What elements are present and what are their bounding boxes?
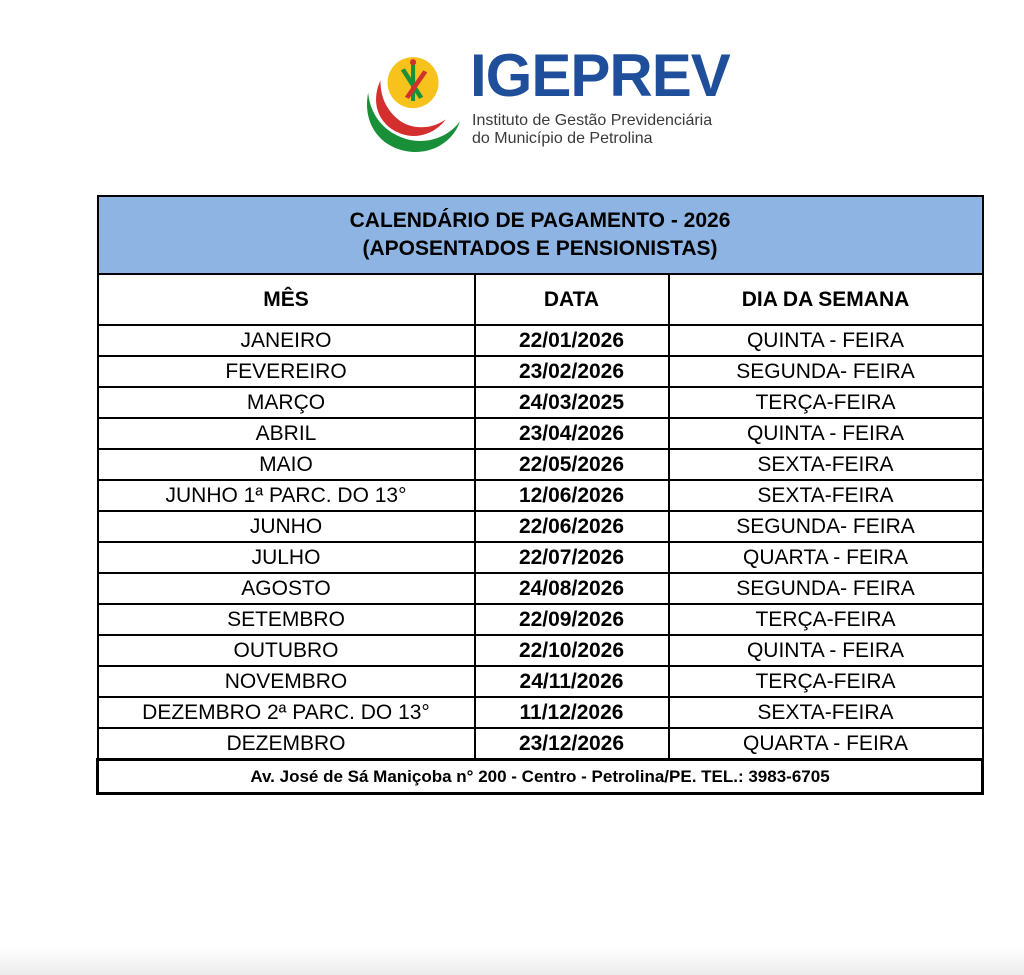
table-row <box>98 697 983 728</box>
page-bottom-shade <box>0 947 1024 975</box>
date-cell: 22/10/2026 <box>475 635 669 666</box>
weekday-cell: QUINTA - FEIRA <box>669 635 983 666</box>
weekday-cell: SEGUNDA- FEIRA <box>669 573 983 604</box>
weekday-cell: QUINTA - FEIRA <box>669 418 983 449</box>
month-cell: MAIO <box>98 449 475 480</box>
month-cell: JANEIRO <box>98 325 475 356</box>
address-footer: Av. José de Sá Maniçoba n° 200 - Centro - Petrolina/PE. TEL.: 3983-6705 <box>98 760 983 794</box>
weekday-cell: TERÇA-FEIRA <box>669 666 983 697</box>
date-cell: 24/03/2025 <box>475 387 669 418</box>
calendar-header-row <box>98 274 983 325</box>
igeprev-logo-icon <box>360 52 462 154</box>
date-cell: 11/12/2026 <box>475 697 669 728</box>
date-cell: 12/06/2026 <box>475 480 669 511</box>
weekday-cell: TERÇA-FEIRA <box>669 387 983 418</box>
payment-calendar-table <box>96 195 984 795</box>
logo-subtitle-line1: Instituto de Gestão Previdenciária <box>472 112 713 129</box>
month-cell: JUNHO <box>98 511 475 542</box>
weekday-cell: SEGUNDA- FEIRA <box>669 511 983 542</box>
weekday-cell: TERÇA-FEIRA <box>669 604 983 635</box>
month-cell: NOVEMBRO <box>98 666 475 697</box>
date-cell: 23/12/2026 <box>475 728 669 760</box>
weekday-cell: QUARTA - FEIRA <box>669 728 983 760</box>
table-row <box>98 573 983 604</box>
month-cell: ABRIL <box>98 418 475 449</box>
date-cell: 24/11/2026 <box>475 666 669 697</box>
igeprev-logo <box>360 42 760 160</box>
column-header-date: DATA <box>475 274 669 325</box>
month-cell: AGOSTO <box>98 573 475 604</box>
month-cell: DEZEMBRO <box>98 728 475 760</box>
date-cell: 22/06/2026 <box>475 511 669 542</box>
month-cell: FEVEREIRO <box>98 356 475 387</box>
logo-subtitle-line2: do Município de Petrolina <box>472 130 653 147</box>
date-cell: 24/08/2026 <box>475 573 669 604</box>
month-cell: JUNHO 1ª PARC. DO 13° <box>98 480 475 511</box>
table-row <box>98 728 983 760</box>
table-row <box>98 511 983 542</box>
table-row <box>98 604 983 635</box>
logo-wordmark: IGEPREV <box>470 42 730 109</box>
calendar-body <box>98 196 983 794</box>
month-cell: JULHO <box>98 542 475 573</box>
month-cell: SETEMBRO <box>98 604 475 635</box>
weekday-cell: SEXTA-FEIRA <box>669 449 983 480</box>
table-row <box>98 387 983 418</box>
calendar-title-line1: CALENDÁRIO DE PAGAMENTO - 2026 <box>349 209 731 232</box>
weekday-cell: SEXTA-FEIRA <box>669 697 983 728</box>
table-row <box>98 542 983 573</box>
date-cell: 23/02/2026 <box>475 356 669 387</box>
date-cell: 23/04/2026 <box>475 418 669 449</box>
weekday-cell: QUARTA - FEIRA <box>669 542 983 573</box>
table-row <box>98 325 983 356</box>
table-row <box>98 356 983 387</box>
column-header-month: MÊS <box>98 274 475 325</box>
date-cell: 22/09/2026 <box>475 604 669 635</box>
month-cell: OUTUBRO <box>98 635 475 666</box>
table-row <box>98 666 983 697</box>
weekday-cell: SEXTA-FEIRA <box>669 480 983 511</box>
date-cell: 22/05/2026 <box>475 449 669 480</box>
table-row <box>98 635 983 666</box>
weekday-cell: SEGUNDA- FEIRA <box>669 356 983 387</box>
calendar-title-line2: (APOSENTADOS E PENSIONISTAS) <box>362 237 718 260</box>
table-row <box>98 449 983 480</box>
column-header-weekday: DIA DA SEMANA <box>669 274 983 325</box>
date-cell: 22/01/2026 <box>475 325 669 356</box>
weekday-cell: QUINTA - FEIRA <box>669 325 983 356</box>
month-cell: DEZEMBRO 2ª PARC. DO 13° <box>98 697 475 728</box>
table-row <box>98 480 983 511</box>
calendar-title <box>98 196 983 274</box>
date-cell: 22/07/2026 <box>475 542 669 573</box>
table-row <box>98 418 983 449</box>
month-cell: MARÇO <box>98 387 475 418</box>
calendar-title-row <box>98 196 983 274</box>
calendar-footer-row <box>98 760 983 794</box>
